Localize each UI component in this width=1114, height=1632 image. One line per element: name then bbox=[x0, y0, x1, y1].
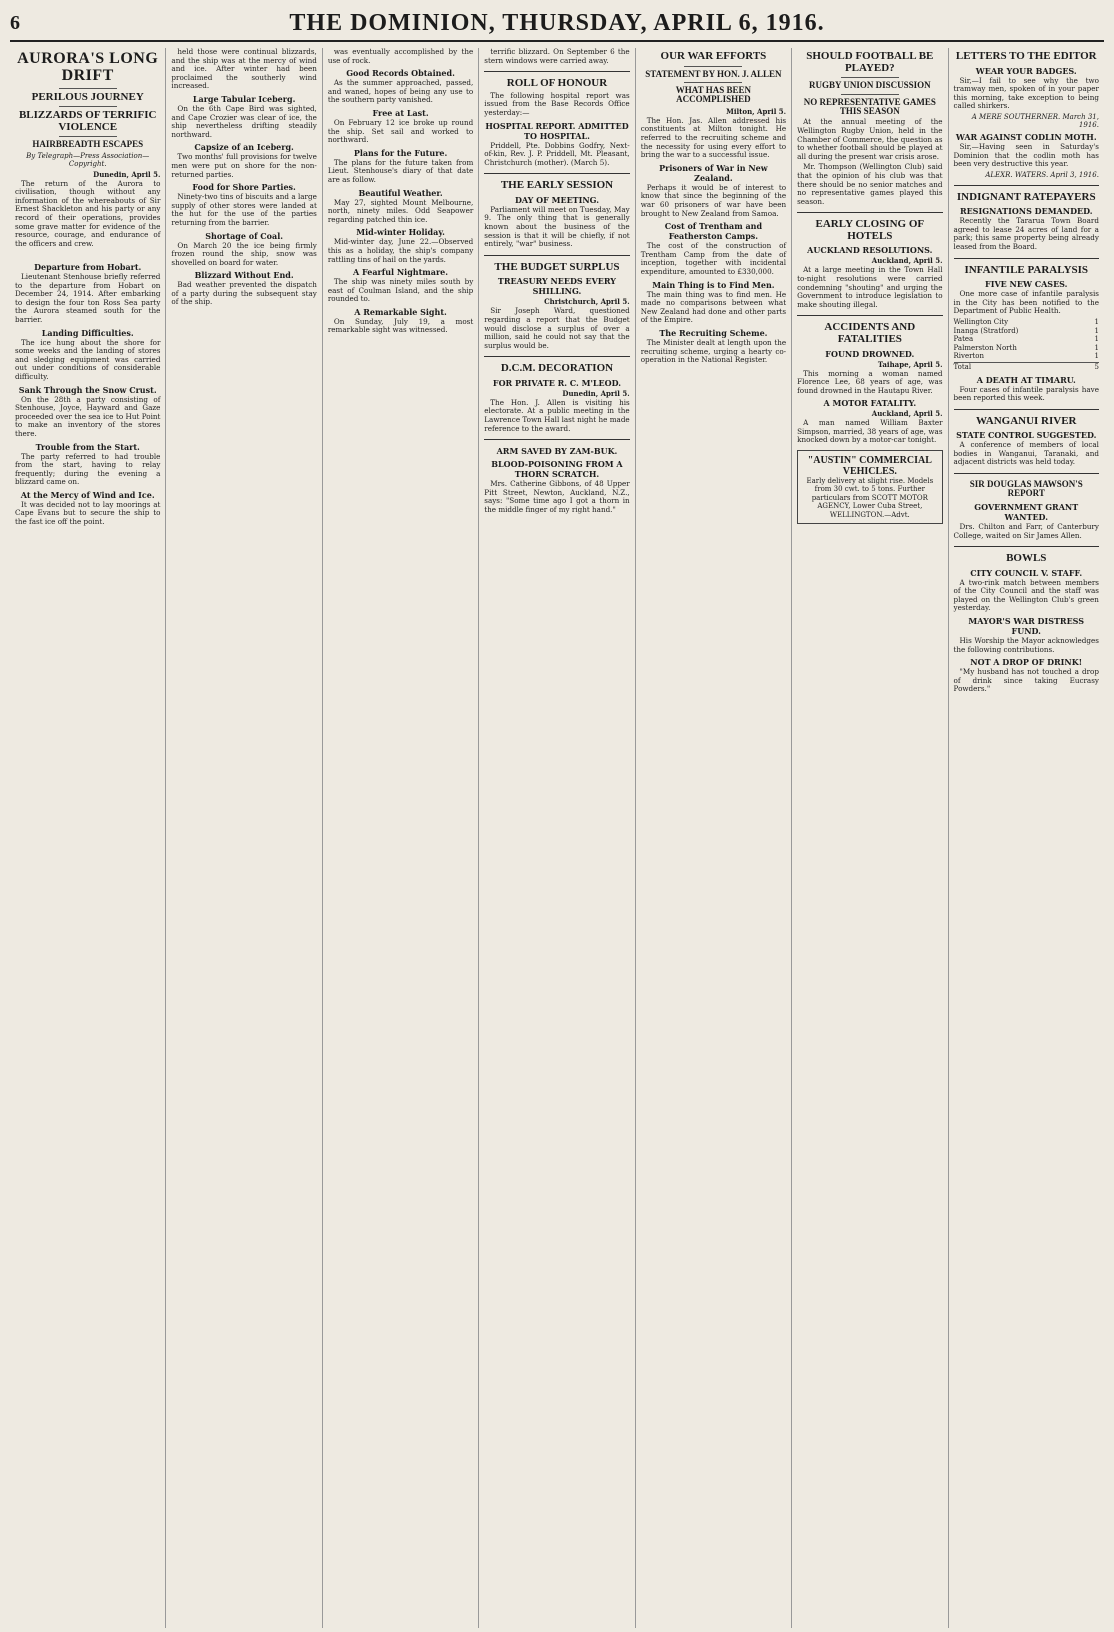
article-paragraph: This morning a woman named Florence Lee, 68 years of age, was found drowned in the Hautapu River. bbox=[797, 368, 943, 395]
section-heading: STATE CONTROL SUGGESTED. bbox=[956, 430, 1097, 441]
section-heading: FOUND DROWNED. bbox=[825, 348, 915, 359]
article-paragraph: Sir,—Having seen in Saturday's Dominion that the codlin moth has been very destructive this year. bbox=[953, 141, 1099, 169]
article-paragraph: Sir,—I fail to see why the two tramway men, spoken of in your paper this morning, take exception to being called shirkers. bbox=[953, 75, 1099, 111]
article-paragraph: The ice hung about the shore for some weeks and the landing of stores and sledging equipment was carried out under conditions of considerable difficulty. bbox=[15, 337, 161, 381]
subheadline: WHAT HAS BEEN ACCOMPLISHED bbox=[675, 84, 751, 105]
section-heading: Beautiful Weather. bbox=[358, 187, 443, 198]
list-item: Palmerston North 1 bbox=[953, 343, 1099, 352]
article-paragraph: Ninety-two tins of biscuits and a large supply of other stores were landed at the hut for the use of the parties returning from the barrier. bbox=[171, 192, 317, 227]
article-paragraph: The cost of the construction of Trentham Camp from the date of inception, together with incidental expenditure, amounted to £330,000. bbox=[640, 241, 787, 276]
column-6 bbox=[792, 48, 948, 1628]
article-paragraph: At a large meeting in the Town Hall to-night resolutions were carried condemning "shouting" and urging the Government to introduce legislation to make shouting illegal. bbox=[797, 265, 943, 309]
article-paragraph: The return of the Aurora to civilisation, though without any information of the whereabouts of Sir Ernest Shackleton and his party or any record of their operations, provides some grave matter for evidence of the resource, courage, and endurance of the officers and crew. bbox=[15, 178, 161, 248]
article-paragraph: Drs. Chilton and Farr, of Canterbury College, waited on Sir James Allen. bbox=[953, 521, 1099, 540]
dateline: Milton, April 5. bbox=[726, 106, 787, 116]
headline: THE EARLY SESSION bbox=[500, 179, 614, 192]
article-paragraph: Priddell, Pte. Dobbins Godfry, Next-of-kin, Rev. J. P. Priddell, Mt. Pleasant, Christchurch (mother). (March 5). bbox=[484, 140, 630, 167]
section-heading: A Fearful Nightmare. bbox=[353, 267, 449, 278]
article-paragraph: A conference of members of local bodies in Wanganui, Taranaki, and adjacent districts was held today. bbox=[953, 440, 1099, 467]
article-paragraph: Parliament will meet on Tuesday, May 9. The only thing that is generally known about the business of the session is that it will be chiefly, if not entirely, "war" business. bbox=[484, 204, 630, 249]
section-heading: FIVE NEW CASES. bbox=[985, 279, 1068, 290]
article-paragraph: "My husband has not touched a drop of drink since taking Eucrasy Powders." bbox=[953, 667, 1099, 694]
article-paragraph: was eventually accomplished by the use of rock. bbox=[327, 48, 474, 65]
section-heading: CITY COUNCIL V. STAFF. bbox=[970, 567, 1083, 578]
advertisement bbox=[797, 450, 942, 524]
dateline: Auckland, April 5. bbox=[871, 409, 943, 419]
newspaper-title: THE DOMINION, THURSDAY, APRIL 6, 1916. bbox=[289, 9, 825, 36]
article-paragraph: A man named William Baxter Simpson, married, 38 years of age, was knocked down by a motor-car tonight. bbox=[797, 418, 943, 445]
section-heading: Food for Shore Parties. bbox=[192, 182, 296, 193]
article-paragraph: The following hospital report was issued from the Base Records Office yesterday:— bbox=[484, 90, 630, 117]
article-paragraph: Perhaps it would be of interest to know that since the beginning of the war 60 prisoners of war have been brought to New Zealand from Samoa. bbox=[640, 182, 787, 218]
subheadline: RUGBY UNION DISCUSSION bbox=[808, 80, 931, 91]
article-paragraph: Recently the Tararua Town Board agreed to lease 24 acres of land for a park; this same property being already leased from the Board. bbox=[953, 216, 1099, 252]
section-heading: FOR PRIVATE R. C. M'LEOD. bbox=[492, 377, 622, 388]
dateline: Christchurch, April 5. bbox=[544, 297, 630, 307]
headline: SIR DOUGLAS MAWSON'S REPORT bbox=[969, 479, 1083, 499]
subheadline: PERILOUS JOURNEY bbox=[31, 90, 144, 103]
letter-signature: A MERE SOUTHERNER. March 31, 1916. bbox=[971, 112, 1099, 129]
list-total: Total 5 bbox=[953, 362, 1099, 371]
article-paragraph: As the summer approached, passed, and waned, hopes of being any use to the southern party vanished. bbox=[327, 78, 474, 105]
section-heading: BLOOD-POISONING FROM A THORN SCRATCH. bbox=[491, 459, 623, 480]
section-heading: Trouble from the Start. bbox=[35, 441, 140, 452]
letter-signature: ALEXR. WATERS. April 3, 1916. bbox=[985, 170, 1099, 179]
article-paragraph: The Hon. J. Allen is visiting his electorate. At a public meeting in the Lawrence Town Hall last night he made reference to the award. bbox=[484, 397, 630, 433]
section-heading: Free at Last. bbox=[372, 107, 429, 118]
article-paragraph: The plans for the future taken from Lieut. Stenhouse's diary of that date are as follow. bbox=[327, 157, 474, 184]
article-paragraph: On the 28th a party consisting of Stenhouse, Joyce, Hayward and Gaze proceeded over the sea ice to Hut Point to make an inventory of the stores there. bbox=[15, 394, 161, 438]
column-1 bbox=[10, 48, 166, 1628]
headline: LETTERS TO THE EDITOR bbox=[955, 50, 1097, 62]
byline: By Telegraph—Press Association—Copyright. bbox=[26, 151, 150, 168]
list-item: Riverton 1 bbox=[953, 352, 1099, 361]
list-item: Wellington City 1 bbox=[953, 317, 1099, 326]
article-paragraph: The ship was ninety miles south by east of Coulman Island, and the ship rounded to. bbox=[327, 277, 474, 304]
column-4 bbox=[479, 48, 635, 1628]
section-heading: At the Mercy of Wind and Ice. bbox=[20, 489, 155, 500]
dateline: Auckland, April 5. bbox=[871, 256, 943, 266]
column-5 bbox=[636, 48, 792, 1628]
article-paragraph: On March 20 the ice being firmly frozen round the ship, snow was shovelled on board for water. bbox=[171, 240, 317, 267]
column-3 bbox=[323, 48, 479, 1628]
section-heading: WAR AGAINST CODLIN MOTH. bbox=[955, 131, 1097, 142]
article-paragraph: His Worship the Mayor acknowledges the following contributions. bbox=[953, 636, 1099, 654]
section-heading: Sank Through the Snow Crust. bbox=[18, 384, 157, 395]
section-heading: Blizzard Without End. bbox=[194, 270, 294, 281]
article-paragraph: Bad weather prevented the dispatch of a party during the subsequent stay of the ship. bbox=[171, 280, 317, 307]
headline: INFANTILE PARALYSIS bbox=[964, 263, 1089, 276]
article-paragraph: held those were continual blizzards, and the ship was at the mercy of wind and ice. After winter had been proclaimed the southerly wind increased. bbox=[171, 48, 317, 91]
section-heading: Plans for the Future. bbox=[353, 147, 448, 158]
section-heading: GOVERNMENT GRANT WANTED. bbox=[974, 501, 1079, 522]
section-heading: HOSPITAL REPORT. ADMITTED TO HOSPITAL. bbox=[485, 120, 629, 141]
section-heading: Capsize of an Iceberg. bbox=[194, 142, 294, 153]
cases-list bbox=[954, 318, 1099, 372]
article-paragraph: Mr. Thompson (Wellington Club) said that the opinion of his club was that there should be no senior matches and no representative games played this season. bbox=[797, 162, 943, 206]
section-heading: Shortage of Coal. bbox=[205, 230, 284, 241]
page-number: 6 bbox=[10, 11, 20, 34]
section-heading: TREASURY NEEDS EVERY SHILLING. bbox=[497, 276, 617, 297]
article-paragraph: terrific blizzard. On September 6 the stern windows were carried away. bbox=[484, 48, 630, 65]
article-paragraph: On February 12 ice broke up round the ship. Set sail and worked to northward. bbox=[327, 117, 474, 145]
headline: THE BUDGET SURPLUS bbox=[494, 260, 620, 273]
dateline: Dunedin, April 5. bbox=[93, 169, 161, 179]
section-heading: DAY OF MEETING. bbox=[514, 194, 600, 205]
section-heading: Cost of Trentham and Featherston Camps. bbox=[664, 221, 763, 242]
section-heading: Mid-winter Holiday. bbox=[356, 227, 445, 238]
ad-title: "AUSTIN" COMMERCIAL VEHICLES. bbox=[807, 455, 932, 478]
column-7 bbox=[949, 48, 1104, 1628]
article-paragraph: Sir Joseph Ward, questioned regarding a report that the Budget would disclose a surplus of over a million, said he could not say that the surplus would be. bbox=[484, 306, 630, 350]
headline: ROLL OF HONOUR bbox=[506, 77, 608, 90]
headline: WANGANUI RIVER bbox=[975, 414, 1077, 427]
section-heading: Landing Difficulties. bbox=[41, 327, 134, 338]
section-heading: A MOTOR FATALITY. bbox=[823, 398, 917, 409]
masthead bbox=[10, 6, 1104, 42]
article-paragraph: The Minister dealt at length upon the recruiting scheme, urging a hearty co-operation in the National Register. bbox=[640, 337, 787, 365]
article-paragraph: May 27, sighted Mount Melbourne, north, ninety miles. Odd Seapower regarding patched thin ice. bbox=[327, 197, 474, 224]
article-paragraph: Four cases of infantile paralysis have been reported this week. bbox=[953, 384, 1099, 403]
ad-text: Early delivery at slight rise. Models from 30 cwt. to 5 tons. Further particulars from SCOTT MOTOR AGENCY, Lower Cuba Street, WELLINGTON.—Advt. bbox=[806, 477, 934, 519]
headline: D.C.M. DECORATION bbox=[500, 362, 614, 375]
section-heading: RESIGNATIONS DEMANDED. bbox=[959, 206, 1093, 217]
section-heading: ARM SAVED BY ZAM-BUK. bbox=[496, 446, 618, 457]
section-heading: Prisoners of War in New Zealand. bbox=[659, 162, 768, 183]
article-paragraph: The party referred to had trouble from the start, having to relay frequently; during the evening a blizzard came on. bbox=[15, 451, 161, 487]
subheadline: NO REPRESENTATIVE GAMES THIS SEASON bbox=[803, 96, 936, 116]
section-heading: Good Records Obtained. bbox=[346, 68, 455, 79]
article-paragraph: On Sunday, July 19, a most remarkable sight was witnessed. bbox=[327, 316, 474, 335]
subheadline: BLIZZARDS OF TERRIFIC VIOLENCE bbox=[18, 109, 157, 133]
headline: SHOULD FOOTBALL BE PLAYED? bbox=[806, 50, 934, 74]
section-heading: Main Thing is to Find Men. bbox=[652, 279, 775, 290]
dateline: Dunedin, April 5. bbox=[562, 388, 630, 398]
article-paragraph: Lieutenant Stenhouse briefly referred to the departure from Hobart on December 24, 1914. After embarking to design the four ton Ross Sea party the Aurora steamed south for the barrier. bbox=[15, 272, 161, 324]
section-heading: A DEATH AT TIMARU. bbox=[976, 374, 1076, 385]
article-paragraph: The main thing was to find men. He made no comparisons between what New Zealand had done and other parts of the Empire. bbox=[640, 289, 787, 325]
subheadline: STATEMENT BY HON. J. ALLEN bbox=[645, 68, 782, 79]
article-paragraph: Mrs. Catherine Gibbons, of 48 Upper Pitt Street, Newton, Auckland, N.Z., says: "Some time ago I got a thorn in the middle finger of my right hand." bbox=[484, 479, 630, 515]
section-heading: MAYOR'S WAR DISTRESS FUND. bbox=[968, 616, 1085, 637]
article-paragraph: Two months' full provisions for twelve men were put on shore for the non-returned parties. bbox=[171, 152, 317, 179]
headline: BOWLS bbox=[1006, 552, 1047, 565]
subheadline: HAIRBREADTH ESCAPES bbox=[32, 139, 144, 150]
article-paragraph: At the annual meeting of the Wellington Rugby Union, held in the Chamber of Commerce, the question as to whether football should be played at all during the present war crisis arose. bbox=[797, 117, 943, 161]
section-heading: WEAR YOUR BADGES. bbox=[975, 65, 1077, 76]
list-item: Patea 1 bbox=[953, 335, 1099, 344]
article-paragraph: A two-rink match between members of the City Council and the staff was played on the Wellington Club's green yesterday. bbox=[953, 577, 1099, 613]
section-heading: NOT A DROP OF DRINK! bbox=[970, 657, 1083, 668]
section-heading: AUCKLAND RESOLUTIONS. bbox=[807, 245, 933, 256]
headline: INDIGNANT RATEPAYERS bbox=[956, 190, 1096, 203]
headline: ACCIDENTS AND FATALITIES bbox=[824, 321, 916, 345]
section-heading: Departure from Hobart. bbox=[34, 262, 142, 273]
dateline: Taihape, April 5. bbox=[877, 359, 943, 369]
article-paragraph: Mid-winter day, June 22.—Observed this as a holiday, the ship's company rattling tins of hail on the yards. bbox=[327, 237, 474, 264]
section-heading: The Recruiting Scheme. bbox=[659, 327, 768, 338]
article-paragraph: On the 6th Cape Bird was sighted, and Cape Crozier was clear of ice, the ship nevertheless drifting steadily northward. bbox=[171, 103, 317, 139]
headline: AURORA'S LONG DRIFT bbox=[17, 50, 159, 84]
article-paragraph: It was decided not to lay moorings at Cape Evans but to secure the ship to the fast ice off the point. bbox=[15, 499, 161, 527]
article-paragraph: The Hon. Jas. Allen addressed his constituents at Milton tonight. He referred to the recruiting scheme and the necessity for using every effort to bring the war to a successful issue. bbox=[640, 115, 787, 160]
section-heading: A Remarkable Sight. bbox=[354, 306, 447, 317]
headline: OUR WAR EFFORTS bbox=[660, 50, 767, 62]
section-heading: Large Tabular Iceberg. bbox=[192, 93, 296, 104]
article-paragraph: One more case of infantile paralysis in the City has been notified to the Department of Public Health. bbox=[953, 289, 1099, 316]
column-2 bbox=[166, 48, 322, 1628]
list-item: Inanga (Stratford) 1 bbox=[953, 326, 1099, 335]
headline: EARLY CLOSING OF HOTELS bbox=[815, 218, 925, 242]
